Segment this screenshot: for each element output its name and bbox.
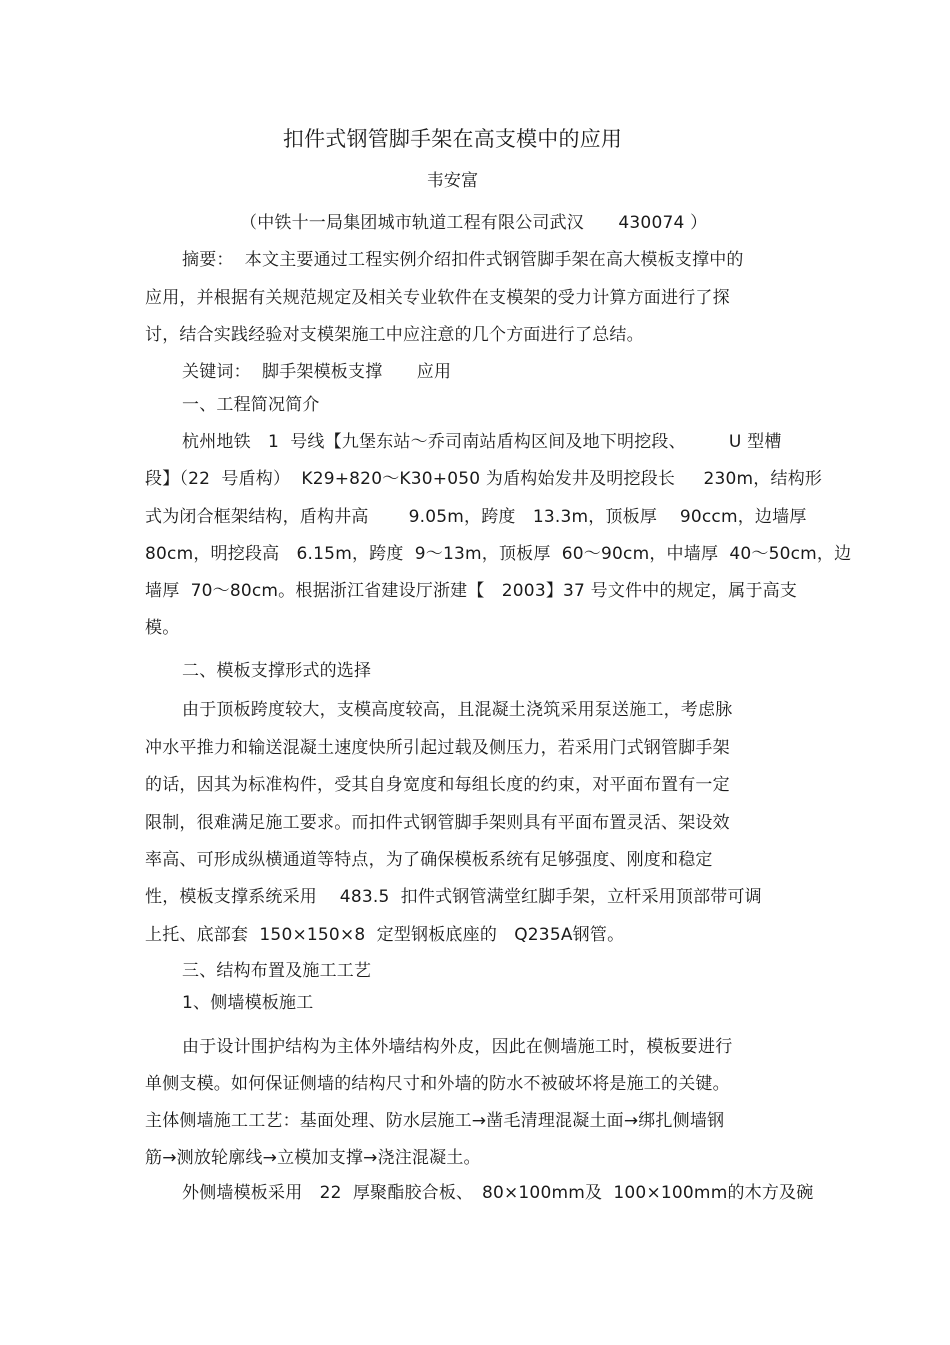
paragraph-line: 性，模板支撑系统采用 483.5 扣件式钢管满堂红脚手架，立杆采用顶部带可调: [145, 887, 762, 907]
paragraph-line: 限制，很难满足施工要求。而扣件式钢管脚手架则具有平面布置灵活、架设效: [145, 813, 730, 833]
paragraph-line: 杭州地铁 1 号线【九堡东站～乔司南站盾构区间及地下明挖段、 U 型槽: [182, 432, 782, 452]
paragraph-line: 的话，因其为标准构件，受其自身宽度和每组长度的约束，对平面布置有一定: [145, 775, 730, 795]
document-title: 扣件式钢管脚手架在高支模中的应用: [282, 127, 623, 151]
paragraph-line: 冲水平推力和输送混凝土速度快所引起过载及侧压力，若采用门式钢管脚手架: [145, 738, 730, 758]
affiliation: （中铁十一局集团城市轨道工程有限公司武汉 430074 ）: [240, 213, 708, 233]
section-heading: 一、工程简况简介: [182, 395, 320, 415]
subsection-heading: 1、侧墙模板施工: [182, 993, 314, 1013]
paragraph-line: 墙厚 70～80cm。根据浙江省建设厅浙建【 2003】37 号文件中的规定，属于高支: [145, 581, 798, 601]
author-name: 韦安富: [426, 171, 479, 191]
paragraph-line: 式为闭合框架结构，盾构井高 9.05m，跨度 13.3m，顶板厚 90ccm，边墙厚: [145, 507, 807, 527]
section-heading: 二、模板支撑形式的选择: [182, 661, 372, 681]
section-heading: 三、结构布置及施工工艺: [182, 961, 372, 981]
paragraph-line: 模。: [145, 618, 180, 638]
paragraph-line: 外侧墙模板采用 22 厚聚酯胶合板、 80×100mm及 100×100mm的木方及碗: [182, 1183, 814, 1203]
paragraph-line: 筋→测放轮廓线→立模加支撑→浇注混凝土。: [145, 1148, 481, 1168]
abstract-line: 应用，并根据有关规范规定及相关专业软件在支模架的受力计算方面进行了探: [145, 288, 730, 308]
paragraph-line: 率高、可形成纵横通道等特点，为了确保模板系统有足够强度、刚度和稳定: [145, 850, 713, 870]
keywords: 关键词： 脚手架模板支撑 应用: [182, 362, 452, 382]
paragraph-line: 由于设计围护结构为主体外墙结构外皮，因此在侧墙施工时，模板要进行: [182, 1037, 733, 1057]
paragraph-line: 80cm，明挖段高 6.15m，跨度 9～13m，顶板厚 60～90cm，中墙厚 40～50cm，边: [145, 544, 852, 564]
paragraph-line: 单侧支模。如何保证侧墙的结构尺寸和外墙的防水不被破坏将是施工的关键。: [145, 1074, 730, 1094]
paragraph-line: 段】（22 号盾构） K29+820～K30+050 为盾构始发井及明挖段长 230m，结构形: [145, 469, 823, 489]
paragraph-line: 上托、底部套 150×150×8 定型钢板底座的 Q235A钢管。: [145, 925, 625, 945]
abstract-line: 讨，结合实践经验对支模架施工中应注意的几个方面进行了总结。: [145, 325, 644, 345]
paragraph-line: 主体侧墙施工工艺：基面处理、防水层施工→凿毛清理混凝土面→绑扎侧墙钢: [145, 1111, 725, 1131]
abstract-line: 摘要： 本文主要通过工程实例介绍扣件式钢管脚手架在高大模板支撑中的: [182, 250, 744, 270]
paragraph-line: 由于顶板跨度较大，支模高度较高，且混凝土浇筑采用泵送施工，考虑脉: [182, 700, 733, 720]
